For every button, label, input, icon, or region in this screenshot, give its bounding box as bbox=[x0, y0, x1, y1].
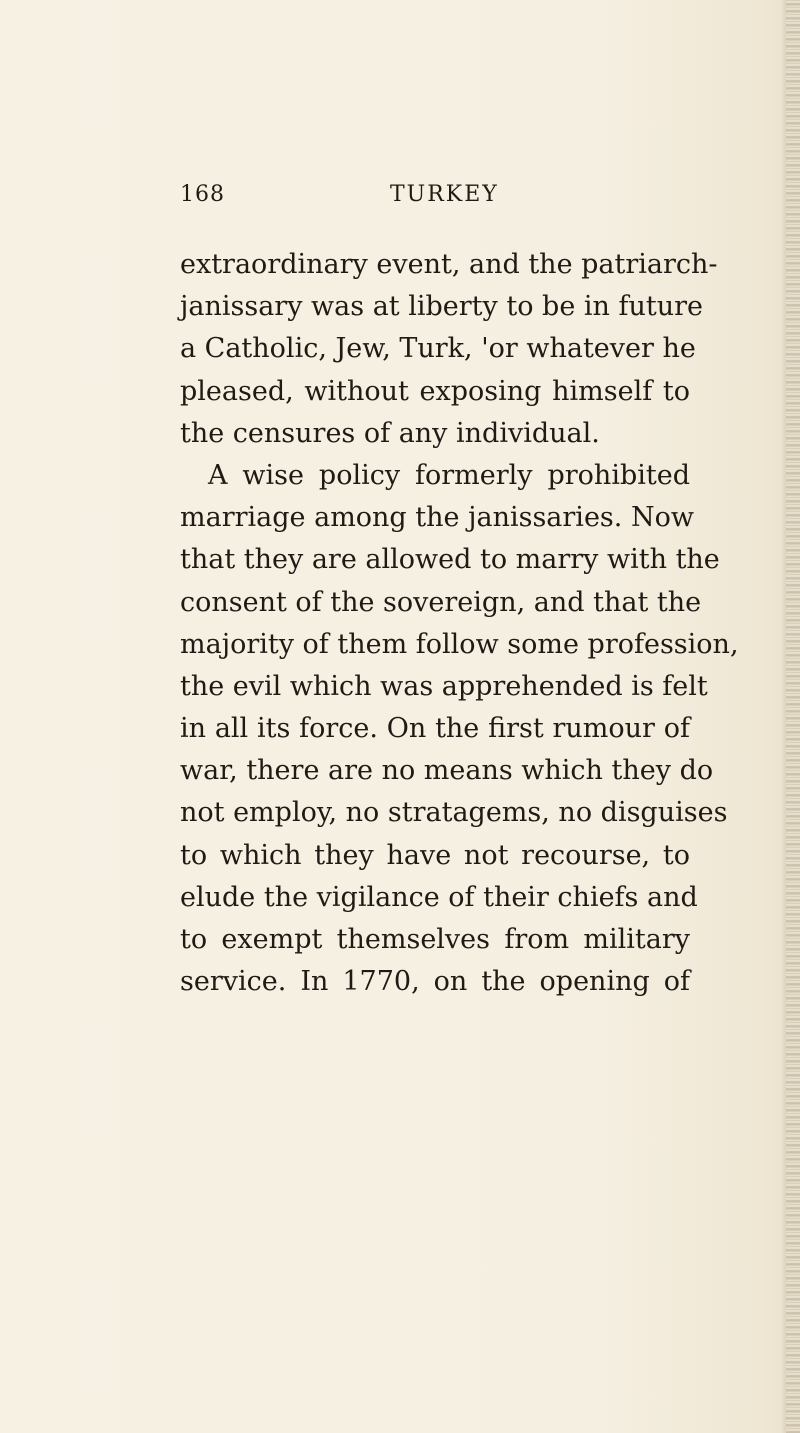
text-line: consent of the sovereign, and that the bbox=[180, 586, 702, 618]
text-line: extraordinary event, and the patriarch- bbox=[180, 249, 718, 280]
text-line: service. In 1770, on the opening of bbox=[180, 966, 690, 998]
text-line: not employ, no stratagems, no disguises bbox=[180, 797, 728, 829]
text-line: to exempt themselves from military bbox=[180, 924, 690, 955]
text-line: a Catholic, Jew, Turk, 'or whatever he bbox=[180, 333, 696, 365]
text-line: in all its force. On the first rumour of bbox=[180, 713, 690, 745]
text-line: elude the vigilance of their chiefs and bbox=[180, 881, 698, 913]
text-line: majority of them follow some profession, bbox=[180, 628, 739, 660]
text-line: the censures of any individual. bbox=[180, 417, 600, 449]
page-edge bbox=[786, 0, 800, 1433]
text-line: A wise policy formerly prohibited bbox=[208, 459, 690, 491]
page-number: 168 bbox=[180, 182, 225, 207]
body-text bbox=[180, 244, 739, 1003]
text-line: the evil which was apprehended is felt bbox=[180, 670, 708, 702]
running-title: TURKEY bbox=[390, 182, 499, 207]
text-line: pleased, without exposing himself to bbox=[180, 375, 690, 407]
running-head bbox=[180, 182, 640, 216]
text-line: marriage among the janissaries. Now bbox=[180, 502, 694, 534]
text-line: to which they have not recourse, to bbox=[180, 839, 690, 871]
text-line: war, there are no means which they do bbox=[180, 755, 714, 787]
text-line: janissary was at liberty to be in future bbox=[180, 291, 703, 323]
text-line: that they are allowed to marry with the bbox=[180, 544, 720, 576]
